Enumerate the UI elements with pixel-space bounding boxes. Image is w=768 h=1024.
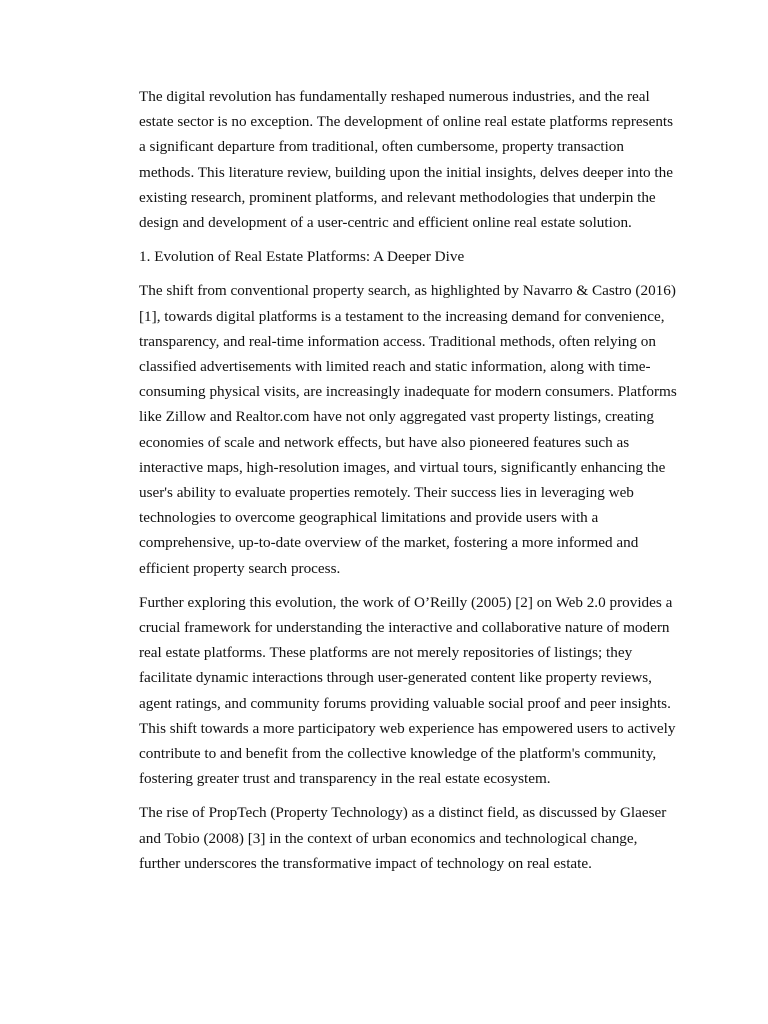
section-heading-evolution: 1. Evolution of Real Estate Platforms: A Deeper Dive	[139, 248, 465, 266]
intro-paragraph: The digital revolution has fundamentally reshaped numerous industries, and the real estate sector is no exception. The development of online real estate platforms represents a significant departure from traditional, often cumbersome, property transaction methods. This literature review, building upon the initial insights, delves deeper into the existing research, prominent platforms, and relevant methodologies that underpin the design and development of a user-centric and efficient online real estate solution.	[139, 88, 674, 232]
evolution-paragraph: The shift from conventional property search, as highlighted by Navarro & Castro (2016) [1], towards digital platforms is a testament to the increasing demand for convenience, transparency, and real-time information access. Traditional methods, often relying on classified advertisements with limited reach and static information, along with time-consuming physical visits, are increasingly inadequate for modern consumers. Platforms like Zillow and Realtor.com have not only aggregated vast property listings, creating economies of scale and network effects, but have also pioneered features such as interactive maps, high-resolution images, and virtual tours, significantly enhancing the user's ability to evaluate properties remotely. Their success lies in leveraging web technologies to overcome geographical limitations and provide users with a comprehensive, up-to-date overview of the market, fostering a more informed and efficient property search process.	[139, 282, 677, 577]
web20-paragraph: Further exploring this evolution, the work of O’Reilly (2005) [2] on Web 2.0 provides a crucial framework for understanding the interactive and collaborative nature of modern real estate platforms. These platforms are not merely repositories of listings; they facilitate dynamic interactions through user-generated content like property reviews, agent ratings, and community forums providing valuable social proof and peer insights. This shift towards a more participatory web experience has empowered users to actively contribute to and benefit from the collective knowledge of the platform's community, fostering greater trust and transparency in the real estate ecosystem.	[139, 593, 676, 788]
document-body	[139, 84, 681, 885]
proptech-paragraph: The rise of PropTech (Property Technology) as a distinct field, as discussed by Glaeser and Tobio (2008) [3] in the context of urban economics and technological change, further underscores the transformative impact of technology on real estate.	[139, 804, 667, 872]
